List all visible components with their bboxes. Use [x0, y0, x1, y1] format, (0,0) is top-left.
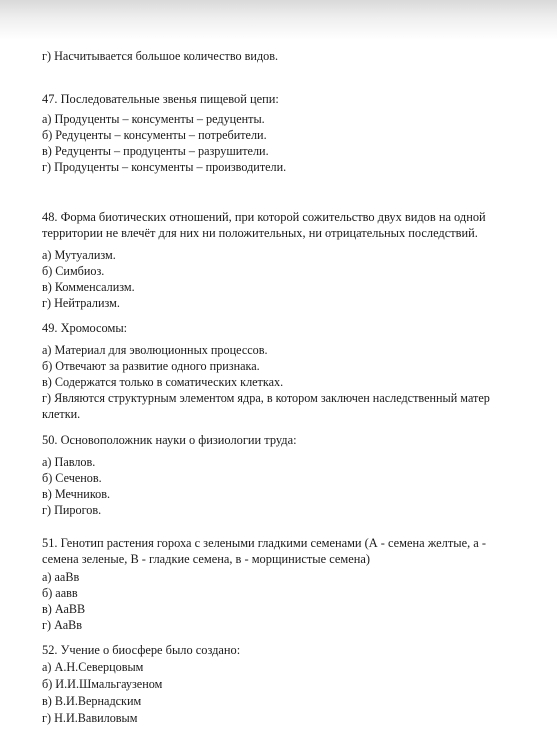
- option-d: г) АаВв: [42, 618, 83, 632]
- question-text-line-1: 48. Форма биотических отношений, при которой сожительство двух видов на одной: [42, 210, 486, 224]
- option-a: а) ааВв: [42, 570, 80, 584]
- option-d: г) Являются структурным элементом ядра, в котором заключен наследственный матер: [42, 391, 490, 405]
- option-c: в) В.И.Вернадским: [42, 694, 142, 708]
- option-d: г) Нейтрализм.: [42, 296, 120, 310]
- option-d: г) Пирогов.: [42, 503, 102, 517]
- option-d: г) Н.И.Вавиловым: [42, 711, 138, 725]
- option-a: а) Продуценты – консументы – редуценты.: [42, 112, 265, 126]
- option-b: б) Редуценты – консументы – потребители.: [42, 128, 267, 142]
- option-c: в) Содержатся только в соматических клетках.: [42, 375, 284, 389]
- option-a: а) Материал для эволюционных процессов.: [42, 343, 268, 357]
- option-a: а) Мутуализм.: [42, 248, 116, 262]
- option-c: в) Мечников.: [42, 487, 111, 501]
- option-b: б) Сеченов.: [42, 471, 102, 485]
- option-b: б) Симбиоз.: [42, 264, 105, 278]
- option-c: в) Редуценты – продуценты – разрушители.: [42, 144, 269, 158]
- option-b: б) И.И.Шмальгаузеном: [42, 677, 163, 691]
- option-d: г) Продуценты – консументы – производители.: [42, 160, 287, 174]
- option-a: а) Павлов.: [42, 455, 96, 469]
- option-a: а) А.Н.Северцовым: [42, 660, 144, 674]
- question-text-line-2: семена зеленые, В - гладкие семена, в - морщинистые семена): [42, 552, 370, 566]
- question-text: 49. Хромосомы:: [42, 321, 128, 335]
- top-shadow: [0, 0, 557, 40]
- question-text: 52. Учение о биосфере было создано:: [42, 643, 241, 657]
- question-text-line-2: территории не влечёт для них ни положительных, ни отрицательных последствий.: [42, 226, 478, 240]
- question-text: 47. Последовательные звенья пищевой цепи:: [42, 92, 279, 106]
- option-b: б) аавв: [42, 586, 78, 600]
- question-text-line-1: 51. Генотип растения гороха с зелеными гладкими семенами (А - семена желтые, а -: [42, 536, 486, 550]
- question-text: 50. Основоположник науки о физиологии труда:: [42, 433, 297, 447]
- option-c: в) Комменсализм.: [42, 280, 135, 294]
- previous-answer-g: г) Насчитывается большое количество видов.: [42, 49, 279, 63]
- option-d-continuation: клетки.: [42, 407, 81, 421]
- option-c: в) АаВВ: [42, 602, 86, 616]
- option-b: б) Отвечают за развитие одного признака.: [42, 359, 260, 373]
